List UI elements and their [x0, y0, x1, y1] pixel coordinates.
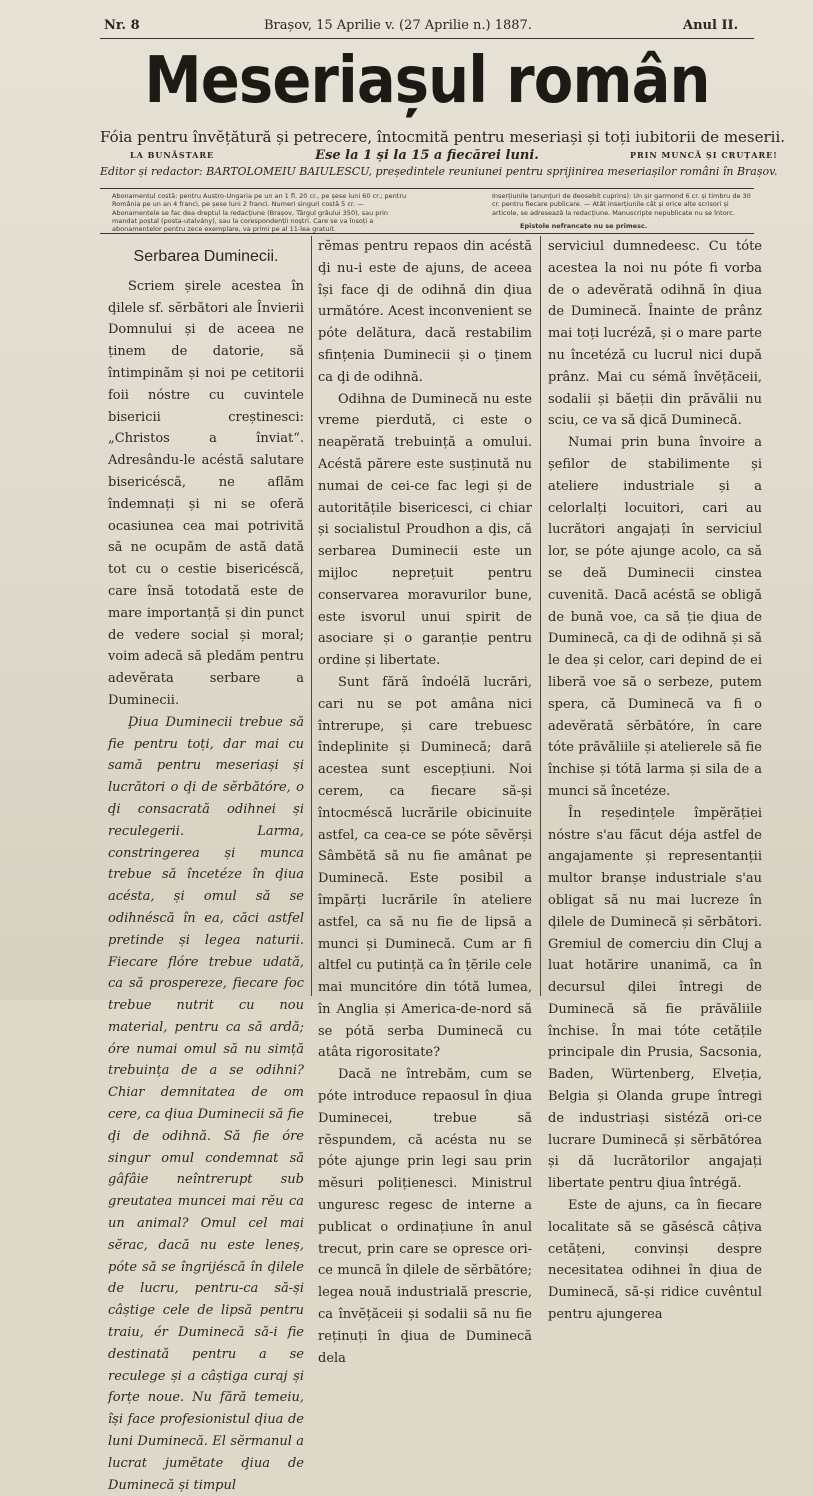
paragraph: În reședințele împĕrăției nóstre s'au făcut déja astfel de angajamente și representanții multor branșe industriale s'au obligat să nu mai lucreze în ḑilele de Duminecă și sĕrbători. Gremiul de comerciu din Cluj a luat hotărire unanimă, ca în decursul ḑilei întregi de Duminecă să fie prăvăliile închise. În mai tóte cetățile principale din Prusia, Sacsonia, Baden, Würtenberg, Elveția, Belgia și Olanda grupe întregi de industriași sistéză ori-ce lucrare Duminecă și sĕrbătórea și dă lucrătorilor angajați libertate pentru ḑiua întrégă.: [548, 805, 762, 1192]
paragraph: Numai prin buna învoire a șefilor de stabilimente și ateliere industriale și a celorlalți locuitori, cari au lucrători angajați în serviciul lor, se póte ajunge acolo, ca să se deă Duminecii cinstea cuvenită. Dacă acéstă se obligă de bună voe, ca să ție ḑiua de Duminecă, ca ḑi de odihnă și să le dea și celor, cari depind de ei liberă voe să o serbeze, putem spera, că Duminecă va fi o adevĕrată sĕrbătóre, în care tóte prăvăliile și atelierele să fie închise și tótă larma și sila de a munci să încetéze.: [548, 435, 762, 799]
paragraph: Dacă ne întrebăm, cum se póte introduce repaosul în ḑiua Duminecei, trebue să rĕspundem, că acésta nu se póte ajunge prin legi sau prin mĕsuri polițienesci. Ministrul unguresc regesc de interne a publicat o ordinațiune în anul trecut, prin care se opresce ori-ce muncă în ḑilele de sĕrbătóre; legea nouă industrială prescrie, ca învĕțăceii și sodalii să nu fie reținuți în ḑiua de Duminecă dela: [318, 1067, 532, 1366]
editor-line: Editor și redactor: BARTOLOMEIU BAIULESCU, președintele reuniunei pentru sprijinirea meseriașilor români în Brașov.: [100, 165, 778, 178]
inserts-info: Inserțiunile (anunțuri de deosebit cuprins): Un șir garmond 6 cr. și timbru de 30 cr. pentru fiecare publicare. — Atât inserțiunile cât și orice alte scrisori și articole, se adresează la redacțiune. Manuscripte nepublicate nu se întorc.: [492, 192, 751, 217]
article-column-2: [318, 236, 532, 1369]
paragraph: Ḑiua Duminecii trebue să fie pentru toți, dar mai cu samă pentru meseriași și lucrători o ḑi de sĕrbătóre, o ḑi consacrată odihnei și reculegerii. Larma, constringerea și munca trebue să încetéze în ḑiua acésta, și omul să se odihnéscă în ea, căci astfel pretinde și legea naturii. Fiecare flóre trebue udată, ca să prospereze, fiecare foc trebue nutrit cu nou material, pentru ca să ardă; óre numai omul să nu simță trebuința de a se odihni? Chiar demnitatea de om cere, ca ḑiua Duminecii să fie ḑi de odihnă. Să fie óre singur omul condemnat să gâfâie neîntrerupt sub greutatea muncei mai rĕu ca un animal? Omul cel mai sĕrac, dacă nu este leneș, póte să se îngrijéscă în ḑilele de lucru, pentru-ca să-și câștige cele de lipsă pentru traiu, ér Duminecă să-i fie destinată pentru a se reculege și a câștiga curaj și forțe noue. Nu fără temeiu, își face profesionistul ḑiua de luni Duminecă. El sĕrmanul a lucrat jumĕtate ḑiua de Duminecă și timpul: [108, 714, 304, 1493]
masthead-subtitle: Fóia pentru învĕțătură și petrecere, întocmită pentru meseriași și toți iubitorii de meserii.: [100, 128, 786, 146]
paragraph: serviciul dumnedeesc. Cu tóte acestea la noi nu póte fi vorba de o adevĕrată odihnă în ḑiua de Duminecă. Înainte de prânz mai toți lucréză, și o mare parte nu încetéză cu lucrul nici după prânz. Mai cu sémă învĕțăceii, sodalii și băeții din prăvălii nu sciu, ce va să ḑică Duminecă.: [548, 239, 762, 429]
paragraph: Este de ajuns, ca în fiecare localitate să se găséscă câțiva cetățeni, convinși despre necesitatea odihnei în ḑiua de Duminecă, să-și ridice cuvêntul pentru ajungerea: [548, 1198, 762, 1323]
body-rule-top: [100, 233, 754, 234]
tagline-right: PRIN MUNCĂ ȘI CRUȚARE!: [630, 150, 778, 160]
paragraph: Sunt fără îndoélă lucrări, cari nu se pot amâna nici întrerupe, și care trebuesc îndeplinite și Duminecă; dară acestea sunt escepțiuni. Noi cerem, ca fiecare să-și întocméscă lucrările obicinuite astfel, ca cea-ce se póte sĕvĕrși Sâmbĕtă să nu fie amânat pe Duminecă. Este posibil a împărți lucrările în ateliere astfel, ca să nu fie de lipsă a munci și Duminecă. Cum ar fi altfel cu putință ca în țĕrile cele mai muncitóre din tótă lumea, în Anglia și America-de-nord să se pótă serba Duminecă cu atâta rigorositate?: [318, 674, 532, 1061]
column-divider-2: [540, 236, 541, 996]
article-title: Serbarea Duminecii.: [133, 248, 279, 265]
letters-note: Epistole nefrancate nu se primesc.: [520, 222, 648, 230]
header-rule-bottom: [100, 188, 754, 189]
issue-number: Nr. 8: [104, 18, 140, 33]
column-divider-1: [311, 236, 312, 996]
tagline-left: LA BUNĂSTARE: [130, 150, 215, 160]
paragraph: rĕmas pentru repaos din acéstă ḑi nu-i este de ajuns, de aceea își face ḑi de odihnă din ḑiua următóre. Acest inconvenient se póte delătura, dacă restabilim sfințenia Duminecii și o ținem ca ḑi de odihnă.: [318, 239, 532, 385]
year-label: Anul II.: [683, 18, 739, 33]
header-rule-top: [100, 38, 754, 39]
subscription-info: Abonamentul costă: pentru Austro-Ungaria pe un an 1 fl. 20 cr., pe șese luni 60 cr.; pentru România pe un an 4 franci, pe șese luni 2 franci. Numeri singuri costă 5 cr. — Abonamentele se fac dea dreptul la redacțiune (Brașov, Târgul grâului 350), sau prin mandat poștal (posta-utalvány), sau la corespondenții noștri. Care se va însoți a abonamentelor pentru zece exemplare, va primi pe al 11-lea gratuit.: [112, 192, 407, 234]
article-column-3: [548, 236, 762, 1326]
place-date: Brașov, 15 Aprilie v. (27 Aprilie n.) 1887.: [264, 18, 532, 33]
paragraph: Scriem șirele acestea în ḑilele sf. sĕrbători ale Învierii Domnului și de aceea ne ținem de datorie, să întimpinăm și noi pe cetitorii foii nóstre cu cuvintele bisericii creștinesci: „Christos a înviat“. Adresându-le acéstă salutare bisericéscă, ne aflăm îndemnați și ni se oferă ocasiunea cea mai potrivită să ne ocupăm de astă dată tot cu o cestie bisericéscă, care însă totodată este de mare importanță și din punct de vedere social și moral; voim adecă să pledăm pentru adevĕrata serbare a Duminecii.: [108, 278, 304, 708]
paragraph: Odihna de Duminecă nu este vreme pierdută, ci este o neapĕrată trebuință a omului. Acéstă părere este susținută nu numai de cei-ce fac legi și de autoritățile bisericesci, ci chiar și socialistul Proudhon a ḑis, că serbarea Duminecii este un mijloc neprețuit pentru conservarea moravurilor bune, este isvorul unui spirit de asociare și o garanție pentru ordine și libertate.: [318, 391, 532, 669]
article-column-1: [108, 236, 304, 1496]
masthead-title: Meseriașul român: [144, 44, 710, 118]
issue-frequency: Ese la 1 și la 15 a fiecărei luni.: [315, 148, 539, 163]
